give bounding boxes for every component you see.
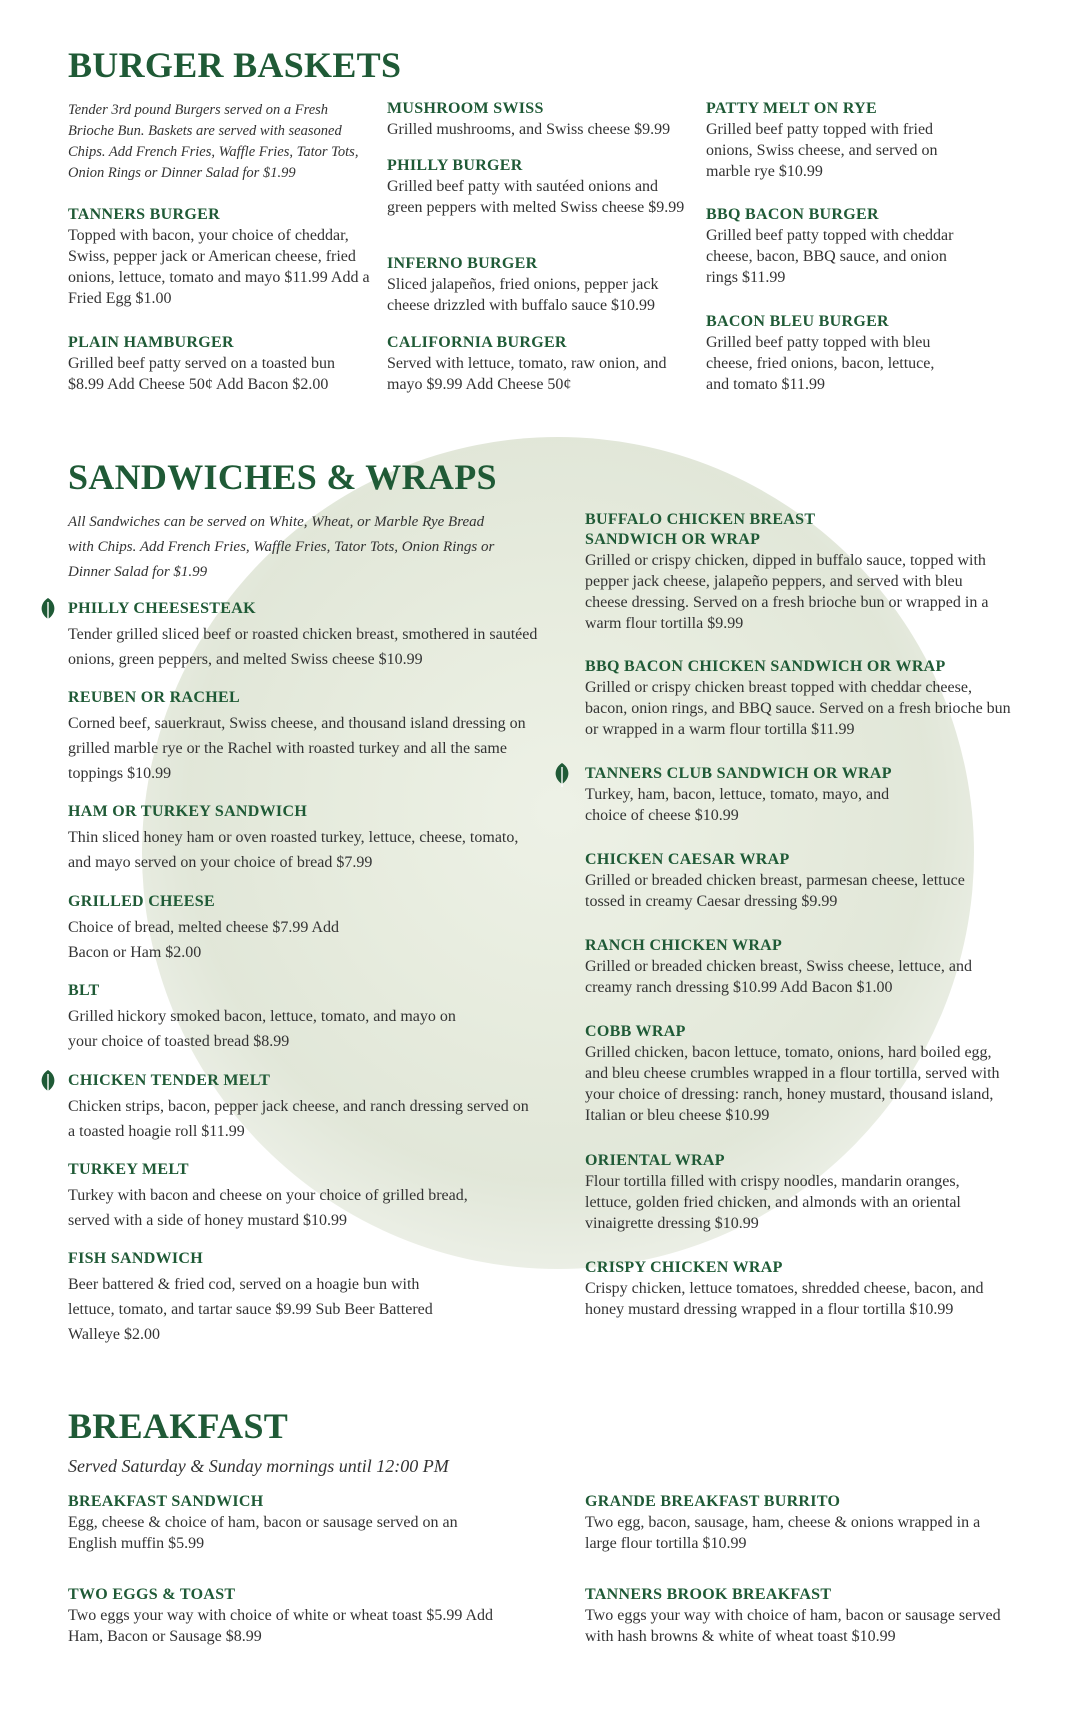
item-name: MUSHROOM SWISS [387,100,544,117]
menu-item [585,657,1015,740]
item-description: Crispy chicken, lettuce tomatoes, shredded cheese, bacon, and honey mustard dressing wrapped in a flour tortilla $10.99 [585,1280,984,1318]
item-name: COBB WRAP [585,1023,686,1040]
item-description: Choice of bread, melted cheese $7.99 Add Bacon or Ham $2.00 [68,919,340,961]
item-description: Corned beef, sauerkraut, Swiss cheese, and thousand island dressing on grilled marble rye or the Rachel with roasted turkey and all the same toppings $10.99 [68,715,526,782]
leaf-icon [550,762,574,788]
item-name: TANNERS CLUB SANDWICH OR WRAP [585,765,892,782]
item-name: CHICKEN CAESAR WRAP [585,851,790,868]
item-name: TURKEY MELT [68,1161,189,1178]
breakfast-title: BREAKFAST [68,1406,289,1446]
item-name: BACON BLEU BURGER [706,313,889,330]
menu-item [585,1151,985,1234]
menu-item [387,333,692,395]
item-name: CHICKEN TENDER MELT [68,1072,271,1089]
menu-item [585,764,925,826]
menu-item [387,254,692,316]
item-description: Grilled beef patty topped with cheddar cheese, bacon, BBQ sauce, and onion rings $11.99 [706,227,954,286]
item-name: CALIFORNIA BURGER [387,334,567,351]
menu-item [387,156,692,218]
menu-item [585,936,1005,998]
item-name: PATTY MELT ON RYE [706,100,877,117]
menu-item [68,981,478,1054]
item-description: Served with lettuce, tomato, raw onion, and mayo $9.99 Add Cheese 50¢ [387,355,667,393]
item-description: Two eggs your way with choice of ham, bacon or sausage served with hash browns & white of wheat toast $10.99 [585,1607,1001,1645]
item-description: Grilled hickory smoked bacon, lettuce, tomato, and mayo on your choice of toasted bread $8.99 [68,1008,456,1050]
item-name: CRISPY CHICKEN WRAP [585,1259,783,1276]
menu-item [585,850,985,912]
item-description: Thin sliced honey ham or oven roasted turkey, lettuce, cheese, tomato, and mayo served on your choice of bread $7.99 [68,829,519,871]
leaf-icon [36,597,60,623]
burger-baskets-intro: Tender 3rd pound Burgers served on a Fresh Brioche Bun. Baskets are served with seasoned Chips. Add French Fries, Waffle Fries, Tator Tots, Onion Rings or Dinner Salad for $1.99 [68,102,359,181]
menu-item [706,205,961,288]
menu-item [68,1071,538,1144]
item-description: Beer battered & fried cod, served on a hoagie bun with lettuce, tomato, and tartar sauce $9.99 Sub Beer Battered Walleye $2.00 [68,1276,433,1343]
item-name: FISH SANDWICH [68,1250,204,1267]
item-description: Chicken strips, bacon, pepper jack cheese, and ranch dressing served on a toasted hoagie roll $11.99 [68,1098,529,1140]
item-name: BUFFALO CHICKEN BREAST SANDWICH OR WRAP [585,511,816,548]
item-description: Flour tortilla filled with crispy noodles, mandarin oranges, lettuce, golden fried chicken, and almonds with an oriental vinaigrette dressing $10.99 [585,1173,961,1232]
menu-item [585,1492,1015,1554]
item-description: Grilled or breaded chicken breast, Swiss cheese, lettuce, and creamy ranch dressing $10.99 Add Bacon $1.00 [585,958,972,996]
burger-baskets-title: BURGER BASKETS [68,45,402,85]
menu-item [68,802,538,875]
item-name: PHILLY BURGER [387,157,523,174]
item-name: REUBEN OR RACHEL [68,689,240,706]
item-description: Egg, cheese & choice of ham, bacon or sausage served on an English muffin $5.99 [68,1514,458,1552]
item-name: HAM OR TURKEY SANDWICH [68,803,308,820]
breakfast-subtitle: Served Saturday & Sunday mornings until 12:00 PM [68,1456,449,1476]
item-description: Topped with bacon, your choice of cheddar, Swiss, pepper jack or American cheese, fried onions, lettuce, tomato and mayo $11.99 Add a Fried Egg $1.00 [68,227,370,307]
menu-item [585,1585,1015,1647]
menu-item [68,1249,468,1347]
item-description: Two egg, bacon, sausage, ham, cheese & onions wrapped in a large flour tortilla $10.99 [585,1514,981,1552]
menu-item [706,99,961,182]
item-name: INFERNO BURGER [387,255,538,272]
leaf-icon [36,1069,60,1095]
item-description: Sliced jalapeños, fried onions, pepper jack cheese drizzled with buffalo sauce $10.99 [387,276,659,314]
menu-item [68,205,373,309]
item-description: Grilled mushrooms, and Swiss cheese $9.99 [387,121,671,138]
item-description: Grilled beef patty served on a toasted bun $8.99 Add Cheese 50¢ Add Bacon $2.00 [68,355,336,393]
item-description: Grilled beef patty topped with bleu cheese, fried onions, bacon, lettuce, and tomato $11.99 [706,334,935,393]
item-name: BLT [68,982,100,999]
item-name: RANCH CHICKEN WRAP [585,937,783,954]
item-name: PHILLY CHEESESTEAK [68,600,256,617]
item-description: Two eggs your way with choice of white or wheat toast $5.99 Add Ham, Bacon or Sausage $8.99 [68,1607,494,1645]
item-name: BBQ BACON BURGER [706,206,879,223]
item-description: Tender grilled sliced beef or roasted chicken breast, smothered in sautéed onions, green peppers, and melted Swiss cheese $10.99 [68,626,538,668]
item-name: BREAKFAST SANDWICH [68,1493,264,1510]
menu-item [68,892,348,965]
menu-item [585,510,1005,634]
menu-item [68,1160,498,1233]
menu-item [706,312,961,395]
item-description: Grilled chicken, bacon lettuce, tomato, onions, hard boiled egg, and bleu cheese crumbles wrapped in a flour tortilla, served with your choice of dressing: ranch, honey mustard, thousand island, Italian or bleu cheese $10.99 [585,1044,1000,1124]
menu-item [387,99,692,140]
item-name: TWO EGGS & TOAST [68,1586,236,1603]
menu-item [68,688,538,786]
menu-item [68,599,538,672]
menu-item [68,1492,488,1554]
menu-item [68,333,373,395]
item-description: Grilled beef patty topped with fried onions, Swiss cheese, and served on marble rye $10.99 [706,121,938,180]
item-description: Turkey with bacon and cheese on your choice of grilled bread, served with a side of honey mustard $10.99 [68,1187,468,1229]
menu-item [585,1258,985,1320]
sandwiches-wraps-title: SANDWICHES & WRAPS [68,457,497,497]
item-name: BBQ BACON CHICKEN SANDWICH OR WRAP [585,658,946,675]
item-description: Grilled or crispy chicken breast topped with cheddar cheese, bacon, onion rings, and BBQ sauce. Served on a fresh brioche bun or wrapped in a warm flour tortilla $11.99 [585,679,1011,738]
item-description: Grilled or crispy chicken, dipped in buffalo sauce, topped with pepper jack cheese, jalapeño peppers, and served with bleu cheese dressing. Served on a fresh brioche bun or wrapped in a warm flour tortilla $9.99 [585,552,989,632]
item-name: GRANDE BREAKFAST BURRITO [585,1493,841,1510]
item-name: GRILLED CHEESE [68,893,215,910]
item-description: Turkey, ham, bacon, lettuce, tomato, mayo, and choice of cheese $10.99 [585,786,890,824]
item-description: Grilled or breaded chicken breast, parmesan cheese, lettuce tossed in creamy Caesar dressing $9.99 [585,872,965,910]
item-name: PLAIN HAMBURGER [68,334,234,351]
menu-item [585,1022,1005,1126]
item-name: TANNERS BROOK BREAKFAST [585,1586,832,1603]
item-name: ORIENTAL WRAP [585,1152,725,1169]
sandwiches-intro: All Sandwiches can be served on White, Wheat, or Marble Rye Bread with Chips. Add French Fries, Waffle Fries, Tator Tots, Onion Rings or Dinner Salad for $1.99 [68,514,495,580]
item-name: TANNERS BURGER [68,206,220,223]
menu-item [68,1585,508,1647]
item-description: Grilled beef patty with sautéed onions and green peppers with melted Swiss cheese $9.99 [387,178,685,216]
